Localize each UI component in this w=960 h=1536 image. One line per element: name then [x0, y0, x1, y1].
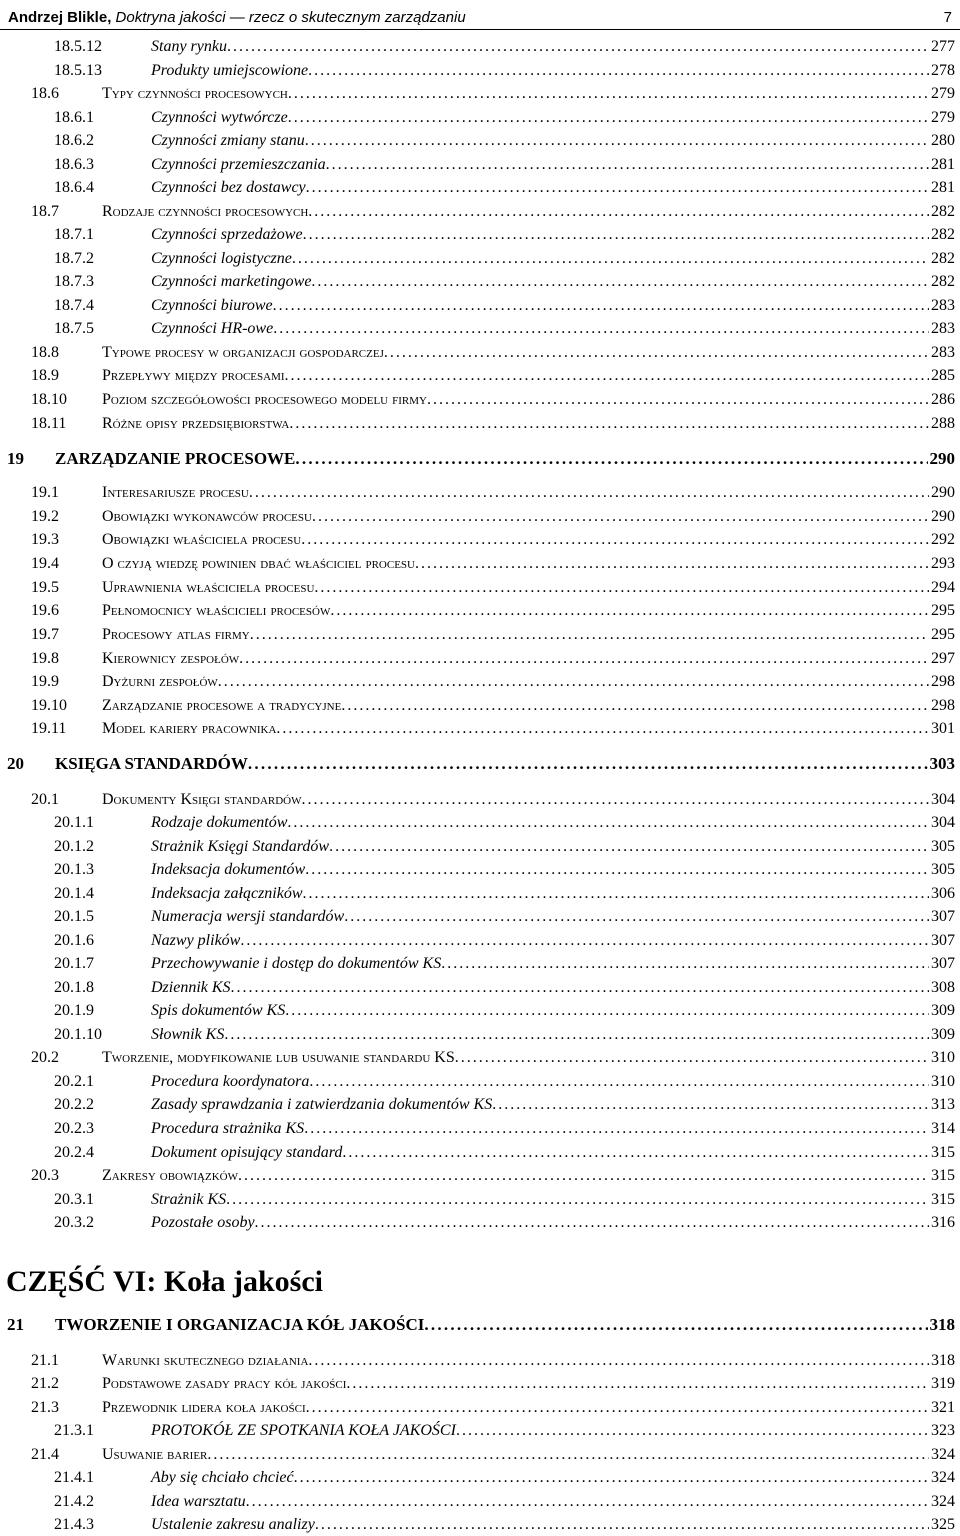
toc-page-number: 295	[931, 626, 955, 643]
toc-title: Czynności logistyczne	[151, 250, 292, 267]
toc-number: 20.1.9	[54, 1002, 94, 1019]
toc-title: Poziom szczegółowości procesowego modelu firmy	[102, 391, 427, 408]
toc-title: Produkty umiejscowione	[151, 62, 309, 79]
toc-number: 18.6.1	[54, 109, 94, 126]
toc-leader-dots	[312, 506, 929, 528]
toc-entry[interactable]	[54, 1467, 955, 1489]
toc-number: 18.5.13	[54, 62, 102, 79]
toc-number: 19.2	[31, 508, 59, 525]
toc-leader-dots	[292, 248, 929, 270]
toc-title: Czynności HR-owe	[151, 320, 274, 337]
toc-page-number: 290	[929, 449, 955, 468]
toc-number: 18.7.5	[54, 320, 94, 337]
toc-page-number: 290	[931, 508, 955, 525]
toc-entry[interactable]	[31, 600, 955, 622]
toc-title: Obowiązki wykonawców procesu	[102, 508, 312, 525]
toc-page-number: 282	[931, 203, 955, 220]
toc-number: 18.7.3	[54, 273, 94, 290]
toc-title: Procedura koordynatora	[151, 1073, 310, 1090]
toc-page-number: 315	[931, 1167, 955, 1184]
toc-number: 21.4	[31, 1446, 59, 1463]
toc-entry[interactable]	[31, 577, 955, 599]
toc-title: Typowe procesy w organizacji gospodarczej	[102, 344, 384, 361]
toc-title: Dziennik KS	[151, 979, 231, 996]
toc-leader-dots	[231, 977, 929, 999]
toc-page-number: 288	[931, 415, 955, 432]
toc-title: Czynności przemieszczania	[151, 156, 326, 173]
toc-page-number: 281	[931, 156, 955, 173]
toc-leader-dots	[305, 859, 929, 881]
toc-page-number: 277	[931, 38, 955, 55]
toc-leader-dots	[273, 295, 929, 317]
toc-page-number: 298	[931, 673, 955, 690]
toc-entry[interactable]	[54, 1024, 955, 1046]
toc-title: Warunki skutecznego działania	[102, 1352, 309, 1369]
toc-page-number: 307	[931, 908, 955, 925]
toc-entry[interactable]	[31, 624, 955, 646]
toc-leader-dots	[456, 1420, 929, 1442]
toc-leader-dots	[492, 1094, 929, 1116]
toc-leader-dots	[455, 1047, 929, 1069]
toc-leader-dots	[303, 883, 929, 905]
toc-number: 20.2.1	[54, 1073, 94, 1090]
toc-title: Idea warsztatu	[151, 1493, 246, 1510]
toc-page-number: 308	[931, 979, 955, 996]
toc-leader-dots	[329, 836, 929, 858]
header-title: Doktryna jakości — rzecz o skutecznym zarządzaniu	[115, 8, 466, 26]
toc-leader-dots	[255, 1212, 929, 1234]
toc-entry[interactable]	[31, 1444, 955, 1466]
toc-title: Typy czynności procesowych	[102, 85, 288, 102]
toc-entry[interactable]	[54, 1189, 955, 1211]
toc-title: Rodzaje dokumentów	[151, 814, 288, 831]
toc-page-number: 283	[931, 320, 955, 337]
toc-entry[interactable]	[7, 448, 955, 470]
toc-leader-dots	[288, 83, 929, 105]
toc-title: Model kariery pracownika	[102, 720, 277, 737]
header-author: Andrzej Blikle,	[8, 8, 112, 26]
toc-title: Pełnomocnicy właścicieli procesów	[102, 602, 331, 619]
toc-leader-dots	[306, 177, 929, 199]
toc-title: Tworzenie, modyfikowanie lub usuwanie standardu KS	[102, 1049, 455, 1066]
toc-leader-dots	[295, 448, 927, 470]
toc-number: 21.4.3	[54, 1516, 94, 1533]
toc-page-number: 282	[931, 250, 955, 267]
toc-title: Dokumenty Księgi standardów	[102, 791, 302, 808]
toc-leader-dots	[249, 482, 929, 504]
toc-number: 21.4.1	[54, 1469, 94, 1486]
toc-entry[interactable]	[54, 1212, 955, 1234]
toc-page-number: 304	[931, 814, 955, 831]
toc-page-number: 286	[931, 391, 955, 408]
toc-leader-dots	[273, 318, 929, 340]
toc-number: 19.3	[31, 531, 59, 548]
toc-number: 18.6	[31, 85, 59, 102]
toc-number: 20.1.1	[54, 814, 94, 831]
toc-entry[interactable]	[54, 1420, 955, 1442]
toc-entry[interactable]	[54, 295, 955, 317]
toc-leader-dots	[303, 224, 929, 246]
toc-leader-dots	[441, 953, 929, 975]
toc-page-number: 309	[931, 1002, 955, 1019]
toc-entry[interactable]	[54, 318, 955, 340]
toc-page-number: 316	[931, 1214, 955, 1231]
toc-leader-dots	[207, 1444, 929, 1466]
toc-entry[interactable]	[31, 1165, 955, 1187]
toc-page-number: 321	[931, 1399, 955, 1416]
toc-entry[interactable]	[54, 271, 955, 293]
toc-page-number: 295	[931, 602, 955, 619]
toc-number: 19.7	[31, 626, 59, 643]
toc-leader-dots	[346, 1373, 929, 1395]
toc-leader-dots	[240, 930, 929, 952]
toc-entry[interactable]	[54, 224, 955, 246]
toc-title: Strażnik KS	[151, 1191, 227, 1208]
toc-page-number: 325	[931, 1516, 955, 1533]
toc-leader-dots	[238, 1165, 929, 1187]
toc-leader-dots	[384, 342, 929, 364]
toc-leader-dots	[287, 812, 929, 834]
toc-number: 18.8	[31, 344, 59, 361]
toc-number: 18.7	[31, 203, 59, 220]
toc-number: 18.9	[31, 367, 59, 384]
toc-page-number: 324	[931, 1493, 955, 1510]
toc-title: Dokument opisujący standard	[151, 1144, 343, 1161]
toc-leader-dots	[301, 529, 929, 551]
toc-title: Przepływy między procesami	[102, 367, 285, 384]
toc-number: 20.3.2	[54, 1214, 94, 1231]
toc-page-number: 323	[931, 1422, 955, 1439]
header-page-number: 7	[943, 8, 952, 26]
toc-page-number: 298	[931, 697, 955, 714]
toc-title: Przechowywanie i dostęp do dokumentów KS	[151, 955, 442, 972]
toc-entry[interactable]	[54, 906, 955, 928]
toc-number: 20	[7, 754, 24, 773]
toc-number: 18.7.2	[54, 250, 94, 267]
toc-page-number: 310	[931, 1073, 955, 1090]
toc-leader-dots	[285, 365, 929, 387]
toc-title: Zarządzanie procesowe a tradycyjne	[102, 697, 342, 714]
toc-number: 20.2.4	[54, 1144, 94, 1161]
toc-leader-dots	[342, 1142, 929, 1164]
toc-entry[interactable]	[31, 1047, 955, 1069]
toc-entry[interactable]	[54, 36, 955, 58]
toc-entry[interactable]	[31, 648, 955, 670]
toc-page-number: 283	[931, 297, 955, 314]
toc-entry[interactable]	[7, 753, 955, 775]
toc-entry[interactable]	[54, 60, 955, 82]
toc-page-number: 280	[931, 132, 955, 149]
toc-page-number: 307	[931, 932, 955, 949]
toc-title: Pozostałe osoby	[151, 1214, 255, 1231]
toc-page-number: 293	[931, 555, 955, 572]
toc-leader-dots	[311, 271, 929, 293]
toc-entry[interactable]	[54, 883, 955, 905]
toc-number: 21	[7, 1315, 24, 1334]
toc-title: Interesariusze procesu	[102, 484, 249, 501]
toc-leader-dots	[306, 1397, 929, 1419]
toc-page-number: 324	[931, 1469, 955, 1486]
toc-entry[interactable]	[54, 107, 955, 129]
toc-number: 20.1.4	[54, 885, 94, 902]
toc-title: Procesowy atlas firmy	[102, 626, 250, 643]
toc-title: Strażnik Księgi Standardów	[151, 838, 330, 855]
toc-leader-dots	[248, 753, 928, 775]
toc-number: 20.1.6	[54, 932, 94, 949]
toc-leader-dots	[218, 671, 929, 693]
toc-number: 18.6.3	[54, 156, 94, 173]
toc-page-number: 315	[931, 1144, 955, 1161]
toc-title: Zakresy obowiązków	[102, 1167, 238, 1184]
toc-entry[interactable]	[31, 529, 955, 551]
toc-entry[interactable]	[31, 695, 955, 717]
toc-number: 20.2.2	[54, 1096, 94, 1113]
toc-entry[interactable]	[54, 953, 955, 975]
toc-page-number: 315	[931, 1191, 955, 1208]
toc-leader-dots	[308, 1350, 929, 1372]
toc-leader-dots	[309, 1071, 929, 1093]
toc-title: Uprawnienia właściciela procesu	[102, 579, 315, 596]
toc-entry[interactable]	[31, 482, 955, 504]
toc-leader-dots	[415, 553, 929, 575]
toc-title: Słownik KS	[151, 1026, 225, 1043]
toc-entry[interactable]	[54, 930, 955, 952]
toc-page-number: 297	[931, 650, 955, 667]
toc-entry[interactable]	[54, 977, 955, 999]
toc-title: Aby się chciało chcieć	[151, 1469, 294, 1486]
toc-entry[interactable]	[54, 248, 955, 270]
toc-entry[interactable]	[54, 130, 955, 152]
toc-number: 20.1.3	[54, 861, 94, 878]
toc-page-number: 314	[931, 1120, 955, 1137]
toc-page-number: 282	[931, 226, 955, 243]
toc-number: 19.10	[31, 697, 67, 714]
toc-entry[interactable]	[31, 201, 955, 223]
toc-number: 21.4.2	[54, 1493, 94, 1510]
toc-entry[interactable]	[31, 413, 955, 435]
toc-title: PROTOKÓŁ ZE SPOTKANIA KOŁA JAKOŚCI	[151, 1422, 456, 1439]
toc-number: 18.6.2	[54, 132, 94, 149]
toc-page-number: 282	[931, 273, 955, 290]
toc-page-number: 310	[931, 1049, 955, 1066]
toc-page-number: 318	[931, 1352, 955, 1369]
toc-leader-dots	[314, 577, 929, 599]
toc-page-number: 290	[931, 484, 955, 501]
toc-leader-dots	[315, 1514, 929, 1536]
toc-leader-dots	[227, 36, 929, 58]
toc-number: 19.5	[31, 579, 59, 596]
toc-leader-dots	[226, 1189, 929, 1211]
toc-leader-dots	[276, 718, 929, 740]
toc-page-number: 304	[931, 791, 955, 808]
toc-leader-dots	[294, 1467, 929, 1489]
toc-number: 18.6.4	[54, 179, 94, 196]
toc-number: 20.1	[31, 791, 59, 808]
toc-entry[interactable]	[54, 1000, 955, 1022]
toc-number: 19.4	[31, 555, 59, 572]
toc-entry[interactable]	[31, 83, 955, 105]
toc-number: 19.9	[31, 673, 59, 690]
toc-title: Dyżurni zespołów	[102, 673, 218, 690]
toc-page-number: 301	[931, 720, 955, 737]
toc-title: Nazwy plików	[151, 932, 241, 949]
toc-leader-dots	[344, 906, 929, 928]
toc-page-number: 292	[931, 531, 955, 548]
toc-page-number: 309	[931, 1026, 955, 1043]
toc-leader-dots	[305, 130, 929, 152]
toc-title: Rodzaje czynności procesowych	[102, 203, 309, 220]
toc-title: Ustalenie zakresu analizy	[151, 1516, 315, 1533]
toc-title: KSIĘGA STANDARDÓW	[55, 754, 248, 773]
toc-number: 20.1.10	[54, 1026, 102, 1043]
toc-number: 20.1.2	[54, 838, 94, 855]
toc-title: ZARZĄDZANIE PROCESOWE	[55, 449, 296, 468]
toc-leader-dots	[308, 60, 929, 82]
toc-number: 19	[7, 449, 24, 468]
toc-page-number: 305	[931, 861, 955, 878]
toc-entry[interactable]	[54, 154, 955, 176]
toc-title: Obowiązki właściciela procesu	[102, 531, 302, 548]
toc-title: Zasady sprawdzania i zatwierdzania dokumentów KS	[151, 1096, 493, 1113]
toc-leader-dots	[326, 154, 929, 176]
toc-number: 18.10	[31, 391, 67, 408]
toc-title: Czynności wytwórcze	[151, 109, 288, 126]
toc-number: 18.7.4	[54, 297, 94, 314]
toc-entry[interactable]	[31, 1350, 955, 1372]
toc-title: Indeksacja dokumentów	[151, 861, 306, 878]
toc-page-number: 319	[931, 1375, 955, 1392]
toc-number: 19.6	[31, 602, 59, 619]
toc-entry[interactable]	[54, 859, 955, 881]
toc-entry[interactable]	[54, 1514, 955, 1536]
toc-title: Numeracja wersji standardów	[151, 908, 345, 925]
toc-number: 20.1.7	[54, 955, 94, 972]
toc-number: 18.11	[31, 415, 67, 432]
toc-title: O czyją wiedzę powinien dbać właściciel procesu	[102, 555, 415, 572]
toc-page-number: 318	[929, 1315, 955, 1334]
toc-page-number: 313	[931, 1096, 955, 1113]
toc-page-number: 294	[931, 579, 955, 596]
toc-entry[interactable]	[54, 812, 955, 834]
toc-entry[interactable]	[54, 1118, 955, 1140]
toc-page-number: 305	[931, 838, 955, 855]
toc-leader-dots	[427, 389, 929, 411]
toc-entry[interactable]	[31, 506, 955, 528]
toc-title: Stany rynku	[151, 38, 227, 55]
toc-leader-dots	[285, 1000, 929, 1022]
toc-title: Usuwanie barier	[102, 1446, 208, 1463]
toc-entry[interactable]	[31, 789, 955, 811]
toc-leader-dots	[224, 1024, 929, 1046]
toc-leader-dots	[250, 624, 929, 646]
toc-title: Przewodnik lidera koła jakości	[102, 1399, 306, 1416]
toc-page-number: 279	[931, 85, 955, 102]
toc-leader-dots	[302, 789, 930, 811]
toc-page-number: 285	[931, 367, 955, 384]
toc-leader-dots	[341, 695, 929, 717]
toc-page-number: 283	[931, 344, 955, 361]
toc-number: 21.3.1	[54, 1422, 94, 1439]
toc-leader-dots	[304, 1118, 929, 1140]
toc-title: Spis dokumentów KS	[151, 1002, 286, 1019]
toc-leader-dots	[308, 201, 929, 223]
toc-number: 18.7.1	[54, 226, 94, 243]
toc-entry[interactable]	[31, 671, 955, 693]
toc-number: 18.5.12	[54, 38, 102, 55]
toc-entry[interactable]	[54, 1094, 955, 1116]
toc-page-number: 324	[931, 1446, 955, 1463]
toc-number: 20.1.8	[54, 979, 94, 996]
toc-number: 19.8	[31, 650, 59, 667]
toc-number: 20.2	[31, 1049, 59, 1066]
toc-title: TWORZENIE I ORGANIZACJA KÓŁ JAKOŚCI	[55, 1315, 425, 1334]
toc-title: Czynności bez dostawcy	[151, 179, 306, 196]
toc-entry[interactable]	[54, 1071, 955, 1093]
toc-entry[interactable]	[7, 1314, 955, 1336]
toc-page-number: 279	[931, 109, 955, 126]
toc-entry[interactable]	[31, 389, 955, 411]
toc-entry[interactable]	[31, 1397, 955, 1419]
toc-title: Procedura strażnika KS	[151, 1120, 305, 1137]
toc-entry[interactable]	[31, 718, 955, 740]
toc-entry[interactable]	[31, 1373, 955, 1395]
toc-page-number: 281	[931, 179, 955, 196]
toc-entry[interactable]	[54, 177, 955, 199]
toc-number: 21.3	[31, 1399, 59, 1416]
toc-number: 21.1	[31, 1352, 59, 1369]
toc-entry[interactable]	[54, 1142, 955, 1164]
toc-leader-dots	[239, 648, 929, 670]
toc-title: Indeksacja załączników	[151, 885, 303, 902]
toc-leader-dots	[424, 1314, 927, 1336]
toc-number: 21.2	[31, 1375, 59, 1392]
toc-page-number: 306	[931, 885, 955, 902]
toc-title: Czynności marketingowe	[151, 273, 312, 290]
toc-title: Czynności zmiany stanu	[151, 132, 305, 149]
toc-number: 20.2.3	[54, 1120, 94, 1137]
toc-number: 20.3.1	[54, 1191, 94, 1208]
toc-title: Czynności sprzedażowe	[151, 226, 303, 243]
toc-leader-dots	[330, 600, 929, 622]
toc-title: Różne opisy przedsiębiorstwa	[102, 415, 290, 432]
toc-entry[interactable]	[31, 342, 955, 364]
toc-leader-dots	[246, 1491, 929, 1513]
toc-number: 19.1	[31, 484, 59, 501]
toc-title: Czynności biurowe	[151, 297, 273, 314]
toc-leader-dots	[289, 413, 929, 435]
part-heading: CZĘŚĆ VI: Koła jakości	[6, 1265, 323, 1298]
toc-page-number: 303	[929, 754, 955, 773]
toc-entry[interactable]	[54, 1491, 955, 1513]
toc-number: 19.11	[31, 720, 67, 737]
toc-leader-dots	[288, 107, 929, 129]
toc-entry[interactable]	[54, 836, 955, 858]
toc-number: 20.1.5	[54, 908, 94, 925]
toc-number: 20.3	[31, 1167, 59, 1184]
toc-entry[interactable]	[31, 553, 955, 575]
toc-page-number: 307	[931, 955, 955, 972]
toc-title: Kierownicy zespołów	[102, 650, 240, 667]
toc-entry[interactable]	[31, 365, 955, 387]
toc-page-number: 278	[931, 62, 955, 79]
toc-title: Podstawowe zasady pracy kół jakości	[102, 1375, 347, 1392]
